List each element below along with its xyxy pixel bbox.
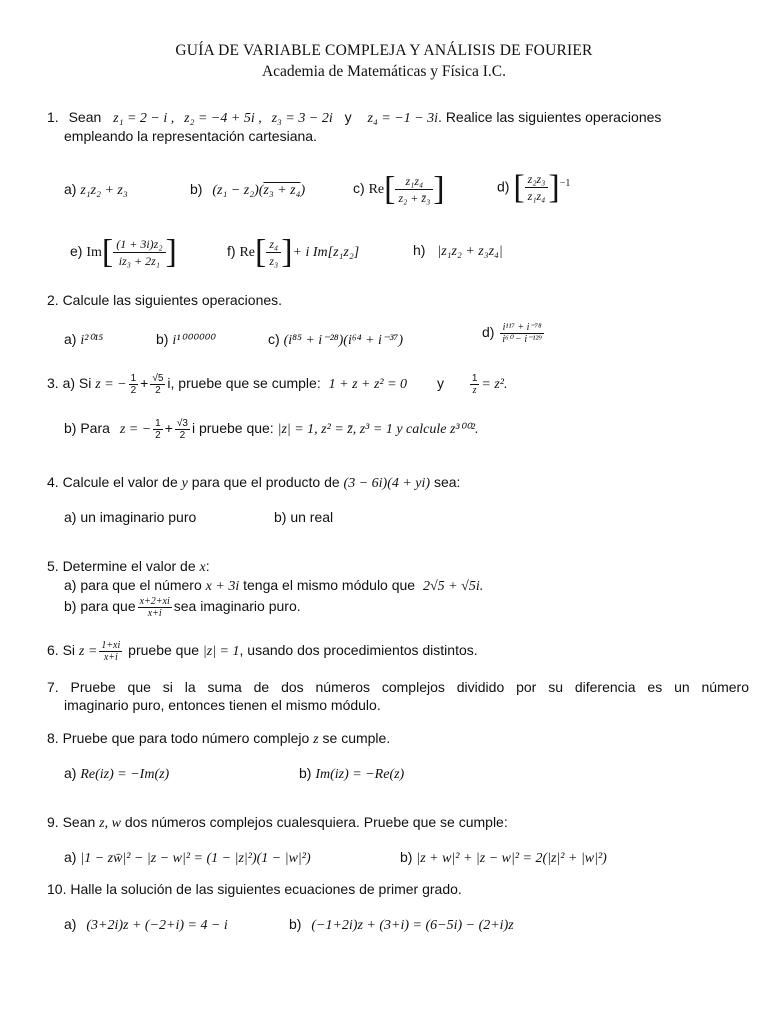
q2-item-c: c) (i⁸⁵ + i⁻²⁸)(i⁶⁴ + i⁻³⁷) [268,331,404,348]
q2-item-d: d) $\frac{\text{i¹¹⁷ + i⁻⁷⁸}}{\text{i⁶⁰ − i⁻¹²⁹}}$ [482,322,542,345]
q1-item-b: b) (z₁ − z₂)(z₃ + z₄) [190,181,306,198]
q5-item-a: a) para que el número x + 3i tenga el mismo módulo que 2√5 + √5i. [64,577,484,594]
q1-item-f: f) Re[ $\frac{\text{z₄}}{\text{z₃}}$ ]+ i Im[z₁z₂] [227,233,360,271]
q9-item-a: a) |1 − zw̄|² − |z − w|² = (1 − |z|²)(1 − |w|²) [64,849,311,866]
q3-item-b: b) Para z = − $\frac{1}{2}$ + $\frac{√3}{2}$ i pruebe que: |z| = 1, z² = z̄, z³ = 1 y calcule z³⁰⁰². [64,418,479,441]
q1-statement-line2: empleando la representación cartesiana. [64,128,317,144]
q3-item-a: 3. a) Si z = − $\frac{1}{2}$ + $\frac{√5}{2}$ i, pruebe que se cumple: 1 + z + z² = 0 y $\frac{1}{z}$ = z². [47,373,508,396]
q1-statement-line1: 1. Sean z₁ = 2 − i , z₂ = −4 + 5i , z₃ = 3 − 2i y z₄ = −1 − 3i. Realice las siguientes operaciones [47,109,662,126]
q1-item-e: e) Im[ $\frac{\text{(1 + 3i)z₂}}{\text{iz₃ + 2z₁}}$ ] [70,233,177,271]
q7-statement-line1: 7. Pruebe que si la suma de dos números complejos dividido por su diferencia es un número [47,679,749,695]
q2-item-a: a) i²⁰¹⁵ [64,331,104,348]
q5-statement: 5. Determine el valor de x: [47,558,210,575]
q5-item-b: b) para que $\frac{x+2+xi}{x+i}$ sea imaginario puro. [64,596,301,619]
q10-item-b: b) (−1+2i)z + (3+i) = (6−5i) − (2+i)z [289,916,514,933]
q2-item-b: b) i¹⁰⁰⁰⁰⁰⁰ [156,331,215,348]
q9-item-b: b) |z + w|² + |z − w|² = 2(|z|² + |w|²) [400,849,607,866]
q4-statement: 4. Calcule el valor de y para que el producto de (3 − 6i)(4 + yi) sea: [47,474,461,491]
q10-item-a: a) (3+2i)z + (−2+i) = 4 − i [64,916,228,933]
page-subtitle: Academia de Matemáticas y Física I.C. [261,63,507,80]
q2-statement: 2. Calcule las siguientes operaciones. [47,292,283,308]
q4-item-a: a) un imaginario puro [64,509,197,525]
q8-statement: 8. Pruebe que para todo número complejo z se cumple. [47,730,391,747]
q4-item-b: b) un real [274,509,334,525]
q8-item-a: a) Re(iz) = −Im(z) [64,765,170,782]
q1-item-a: a) z₁z₂ + z₃ [64,181,128,198]
q9-statement: 9. Sean z, w dos números complejos cualesquiera. Pruebe que se cumple: [47,814,508,831]
q10-statement: 10. Halle la solución de las siguientes ecuaciones de primer grado. [47,881,462,897]
q1-item-c: c) Re[ $\frac{\text{z₁z₄}}{\text{z₂ + z̄₃}}$ ] [353,170,445,208]
page-title: GUÍA DE VARIABLE COMPLEJA Y ANÁLISIS DE FOURIER [175,42,593,59]
q6-statement: 6. Si z = $\frac{1+xi}{x+i}$ pruebe que |z| = 1, usando dos procedimientos distintos. [47,640,478,663]
q1-item-d: d) [ $\frac{\text{z₂z₃}}{\text{z₁z₄}}$ ]$^{-1}$ [497,168,571,206]
q1-item-h: h) |z₁z₂ + z₃z₄| [413,242,503,259]
q8-item-b: b) Im(iz) = −Re(z) [299,765,405,782]
q7-statement-line2: imaginario puro, entonces tienen el mismo módulo. [64,697,381,713]
